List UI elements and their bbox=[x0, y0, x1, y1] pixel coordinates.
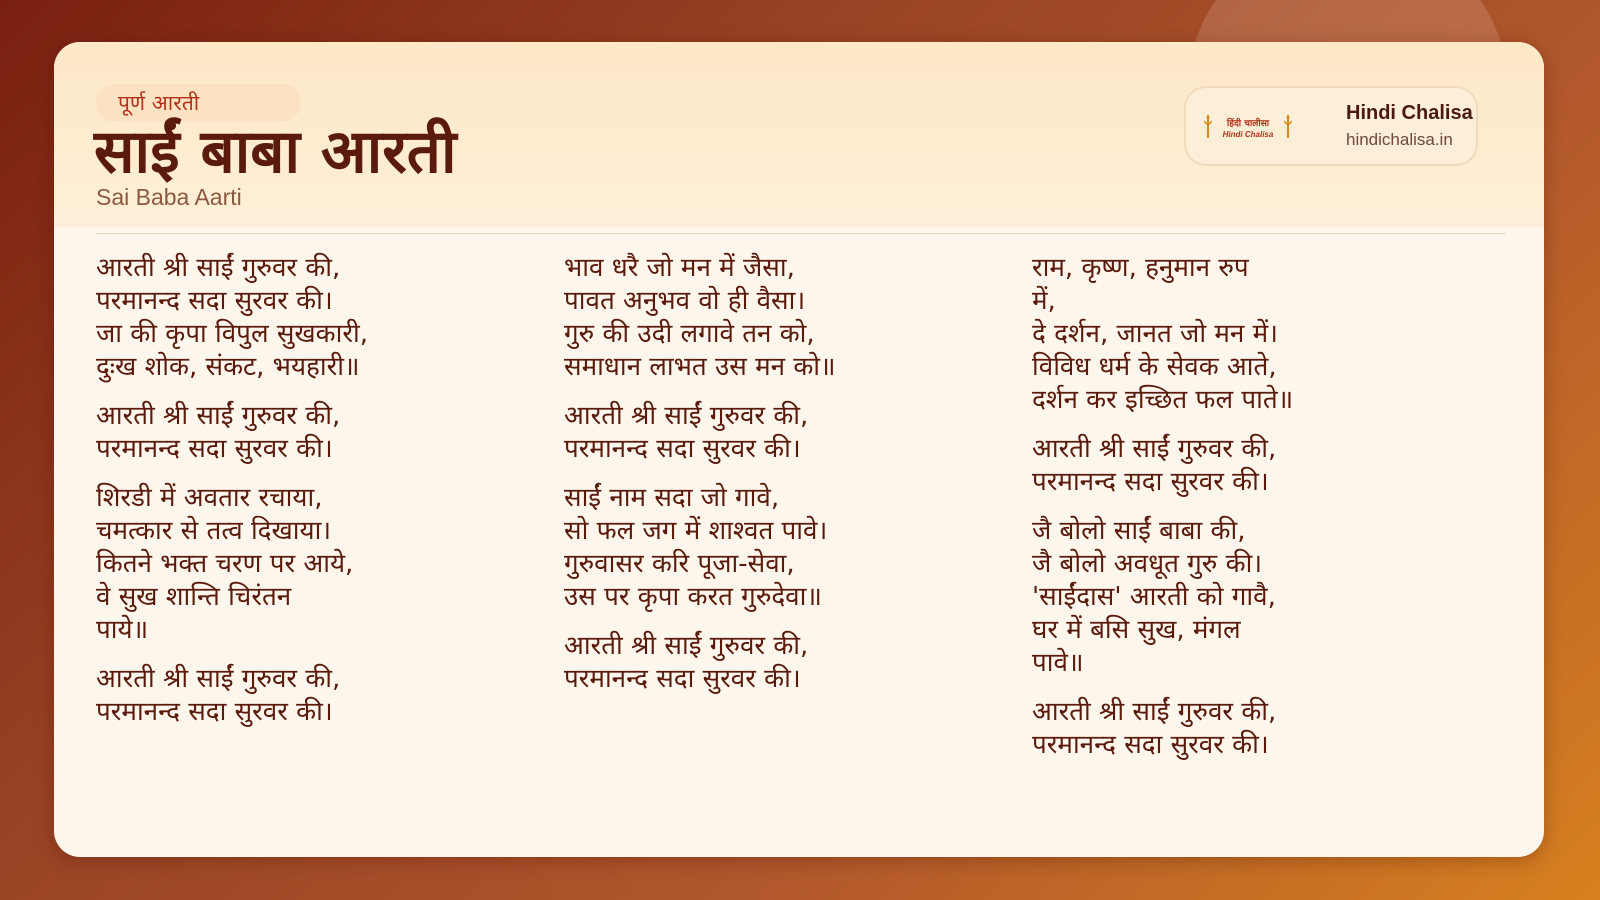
category-label: पूर्ण आरती bbox=[118, 91, 200, 115]
lyric-line: उस पर कृपा करत गुरुदेवा॥ bbox=[564, 582, 822, 612]
lyric-line: पाये॥ bbox=[96, 615, 149, 645]
lyrics-column-1 bbox=[96, 252, 496, 745]
lyric-line: परमानन्द सदा सुरवर की। bbox=[564, 434, 801, 464]
lyric-line: आरती श्री साईं गुरुवर की, bbox=[1032, 697, 1277, 727]
stanza bbox=[96, 663, 496, 729]
lyric-line: चमत्कार से तत्व दिखाया। bbox=[96, 516, 332, 546]
stanza bbox=[564, 482, 964, 614]
lyric-line: सो फल जग में शाश्वत पावे। bbox=[564, 516, 828, 546]
lyric-line: भाव धरै जो मन में जैसा, bbox=[564, 253, 795, 283]
lyrics-column-3 bbox=[1032, 252, 1432, 778]
lyric-line: परमानन्द सदा सुरवर की। bbox=[1032, 730, 1269, 760]
lyric-line: आरती श्री साईं गुरुवर की, bbox=[1032, 434, 1277, 464]
lyric-line: आरती श्री साईं गुरुवर की, bbox=[96, 401, 341, 431]
lyric-line: समाधान लाभत उस मन को॥ bbox=[564, 352, 836, 382]
lyric-line: राम, कृष्ण, हनुमान रुप bbox=[1032, 253, 1249, 283]
lyric-line: दुःख शोक, संकट, भयहारी॥ bbox=[96, 352, 360, 382]
page-title: साईं बाबा आरती bbox=[94, 117, 457, 187]
card-header bbox=[54, 42, 1544, 227]
lyric-line: वे सुख शान्ति चिरंतन bbox=[96, 582, 292, 612]
lyric-line: जा की कृपा विपुल सुखकारी, bbox=[96, 319, 369, 349]
lyric-line: आरती श्री साईं गुरुवर की, bbox=[564, 631, 809, 661]
lyric-line: परमानन्द सदा सुरवर की। bbox=[1032, 467, 1269, 497]
logo-hindi-text: हिंदी चालीसा bbox=[1226, 119, 1270, 129]
page-subtitle: Sai Baba Aarti bbox=[96, 184, 242, 210]
lyric-line: गुरु की उदी लगावे तन को, bbox=[564, 319, 815, 349]
stanza bbox=[564, 400, 964, 466]
stanza bbox=[564, 630, 964, 696]
stanza bbox=[564, 252, 964, 384]
brand-badge[interactable] bbox=[1184, 86, 1478, 166]
lyric-line: दे दर्शन, जानत जो मन में। bbox=[1032, 319, 1278, 349]
lyric-line: पावत अनुभव वो ही वैसा। bbox=[564, 286, 806, 316]
header-divider bbox=[96, 233, 1506, 234]
stanza bbox=[1032, 696, 1432, 762]
stanza bbox=[96, 400, 496, 466]
lyrics-columns bbox=[96, 252, 1506, 842]
lyric-line: शिरडी में अवतार रचाया, bbox=[96, 483, 323, 513]
hindi-chalisa-logo-icon bbox=[1202, 112, 1294, 144]
lyric-line: जै बोलो अवधूत गुरु की। bbox=[1032, 549, 1263, 579]
lyric-line: कितने भक्त चरण पर आये, bbox=[96, 549, 354, 579]
lyric-line: परमानन्द सदा सुरवर की। bbox=[564, 664, 801, 694]
lyric-line: घर में बसि सुख, मंगल bbox=[1032, 615, 1241, 645]
brand-url[interactable]: hindichalisa.in bbox=[1346, 130, 1453, 149]
stanza bbox=[1032, 433, 1432, 499]
lyric-line: परमानन्द सदा सुरवर की। bbox=[96, 286, 333, 316]
stanza bbox=[96, 252, 496, 384]
lyric-line: साईं नाम सदा जो गावे, bbox=[564, 483, 780, 513]
aarti-card bbox=[54, 42, 1544, 857]
lyric-line: आरती श्री साईं गुरुवर की, bbox=[96, 664, 341, 694]
lyric-line: 'साईंदास' आरती को गावै, bbox=[1032, 582, 1276, 612]
brand-name: Hindi Chalisa bbox=[1346, 102, 1473, 124]
lyric-line: में, bbox=[1032, 286, 1056, 316]
stanza bbox=[1032, 515, 1432, 680]
lyric-line: परमानन्द सदा सुरवर की। bbox=[96, 697, 333, 727]
lyric-line: परमानन्द सदा सुरवर की। bbox=[96, 434, 333, 464]
lyrics-column-2 bbox=[564, 252, 964, 712]
lyric-line: आरती श्री साईं गुरुवर की, bbox=[564, 401, 809, 431]
logo-english-text: Hindi Chalisa bbox=[1222, 130, 1274, 139]
lyric-line: जै बोलो साईं बाबा की, bbox=[1032, 516, 1246, 546]
stanza bbox=[1032, 252, 1432, 417]
lyric-line: दर्शन कर इच्छित फल पाते॥ bbox=[1032, 385, 1294, 415]
lyric-line: गुरुवासर करि पूजा-सेवा, bbox=[564, 549, 795, 579]
lyric-line: विविध धर्म के सेवक आते, bbox=[1032, 352, 1277, 382]
stanza bbox=[96, 482, 496, 647]
lyric-line: पावे॥ bbox=[1032, 648, 1084, 678]
lyric-line: आरती श्री साईं गुरुवर की, bbox=[96, 253, 341, 283]
